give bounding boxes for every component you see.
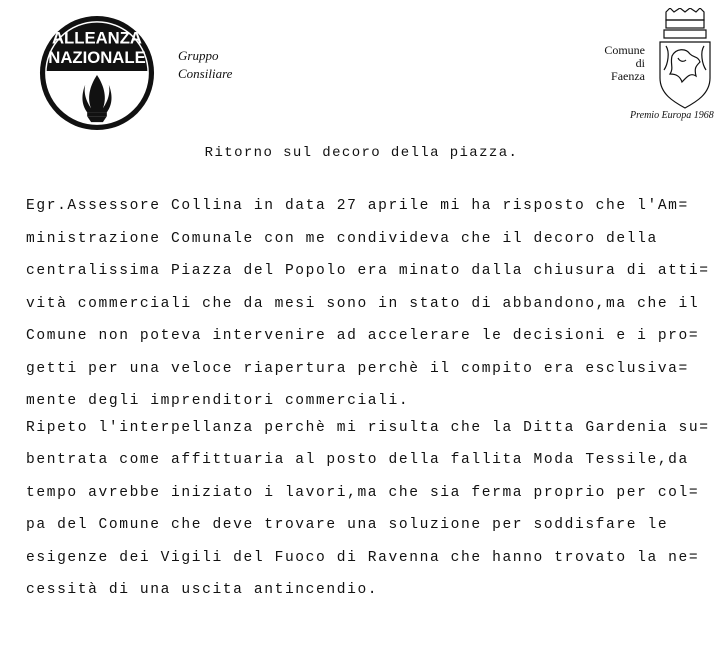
group-label: [178, 47, 232, 83]
text-line: getti per una veloce riapertura perchè il compito era esclusiva=: [26, 360, 689, 377]
text-line: centralissima Piazza del Popolo era minato dalla chiusura di atti=: [26, 263, 710, 279]
group-label-line1: Gruppo: [178, 48, 219, 63]
text-line: Egr.Assessore Collina in data 27 aprile mi ha risposto che l'Am=: [26, 198, 689, 214]
comune-label-line3: Faenza: [611, 69, 645, 83]
comune-label-line1: Comune: [604, 43, 645, 57]
logo-line1: ALLEANZA: [52, 28, 142, 48]
comune-label-line2: di: [635, 56, 645, 70]
text-line: Comune non poteva intervenire ad accelerare le decisioni e i pro=: [26, 328, 700, 344]
text-line: bentrata come affittuaria al posto della fallita Moda Tessile,da: [26, 452, 689, 468]
group-label-line2: Consiliare: [178, 66, 233, 81]
text-line: ministrazione Comunale con me condivideva che il decoro della: [26, 230, 658, 247]
text-line: cessità di una uscita antincendio.: [26, 582, 379, 598]
text-line: mente degli imprenditori commerciali.: [26, 393, 410, 409]
municipal-crest-icon: [656, 8, 714, 110]
alleanza-nazionale-logo: [38, 14, 156, 132]
text-line: pa del Comune che deve trovare una soluzione per soddisfare le: [26, 517, 669, 533]
document-title: Ritorno sul decoro della piazza.: [204, 145, 519, 161]
text-line: esigenze dei Vigili del Fuoco di Ravenna che hanno trovato la ne=: [26, 549, 700, 566]
comune-label: [590, 44, 645, 83]
text-line: vità commerciali che da mesi sono in stato di abbandono,ma che il: [26, 295, 700, 312]
text-line: tempo avrebbe iniziato i lavori,ma che sia ferma proprio per col=: [26, 484, 700, 501]
text-line: Ripeto l'interpellanza perchè mi risulta che la Ditta Gardenia su=: [26, 419, 710, 436]
award-caption: Premio Europa 1968: [630, 110, 714, 121]
document-body: [26, 190, 716, 607]
logo-line2: NAZIONALE: [48, 48, 146, 68]
